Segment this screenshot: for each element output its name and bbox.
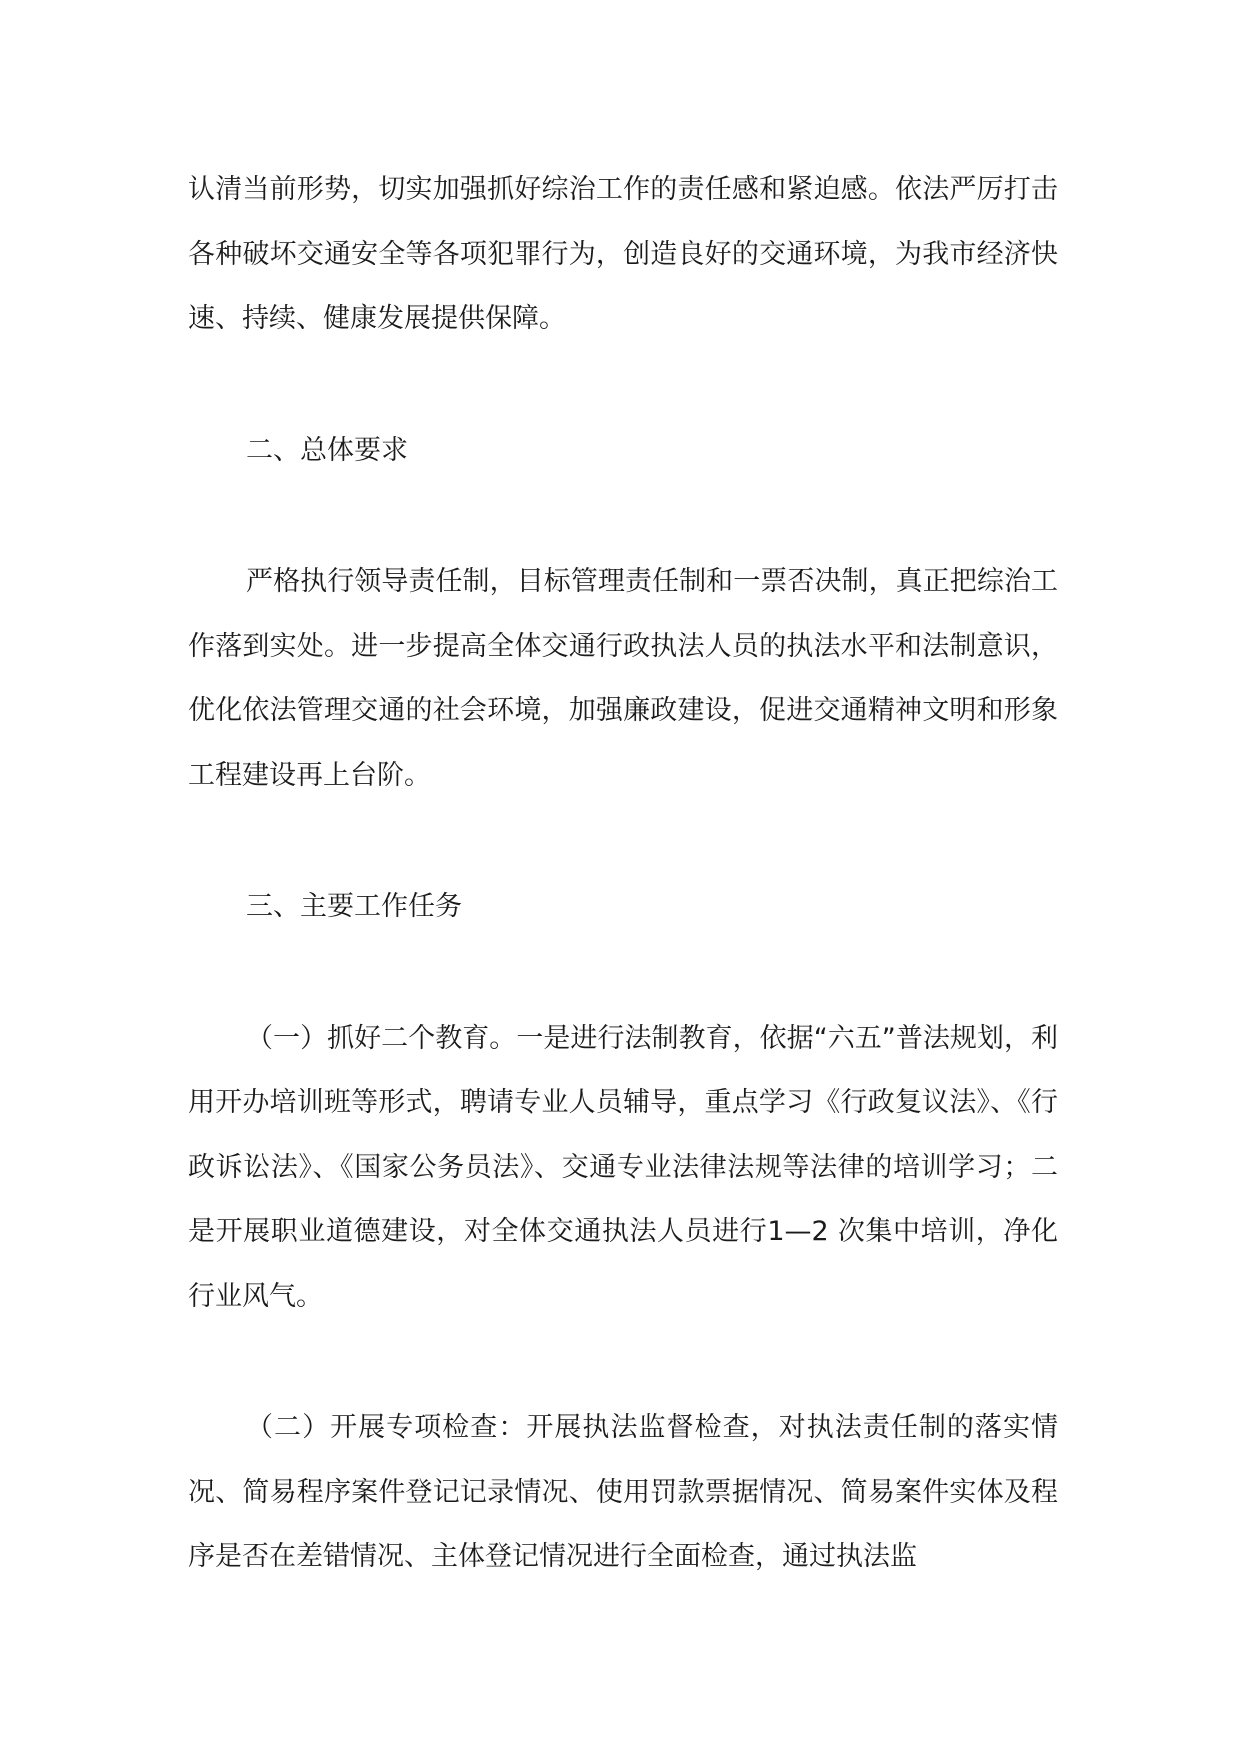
- paragraph-task-inspection: （二）开展专项检查：开展执法监督检查，对执法责任制的落实情况、简易程序案件登记记录情况、使用罚款票据情况、简易案件实体及程序是否在差错情况、主体登记情况进行全面检查，通过执法监: [188, 1412, 1058, 1572]
- section-heading-overall-requirements: 二、总体要求: [246, 434, 408, 466]
- paragraph-overall-requirements: 严格执行领导责任制，目标管理责任制和一票否决制，真正把综治工作落到实处。进一步提高全体交通行政执法人员的执法水平和法制意识，优化依法管理交通的社会环境，加强廉政建设，促进交通精神文明和形象工程建设再上台阶。: [188, 566, 1058, 791]
- paragraph-task-education: （一）抓好二个教育。一是进行法制教育，依据“六五”普法规划，利用开办培训班等形式，聘请专业人员辅导，重点学习《行政复议法》、《行政诉讼法》、《国家公务员法》、交通专业法律法规等法律的培训学习；二是开展职业道德建设，对全体交通执法人员进行1—2 次集中培训，净化行业风气。: [188, 1022, 1058, 1312]
- document-body: [188, 158, 1058, 1657]
- section-heading-main-tasks: 三、主要工作任务: [246, 891, 462, 922]
- paragraph-continuation: 认清当前形势，切实加强抓好综治工作的责任感和紧迫感。依法严厉打击各种破坏交通安全等各项犯罪行为，创造良好的交通环境，为我市经济快速、持续、健康发展提供保障。: [188, 174, 1058, 334]
